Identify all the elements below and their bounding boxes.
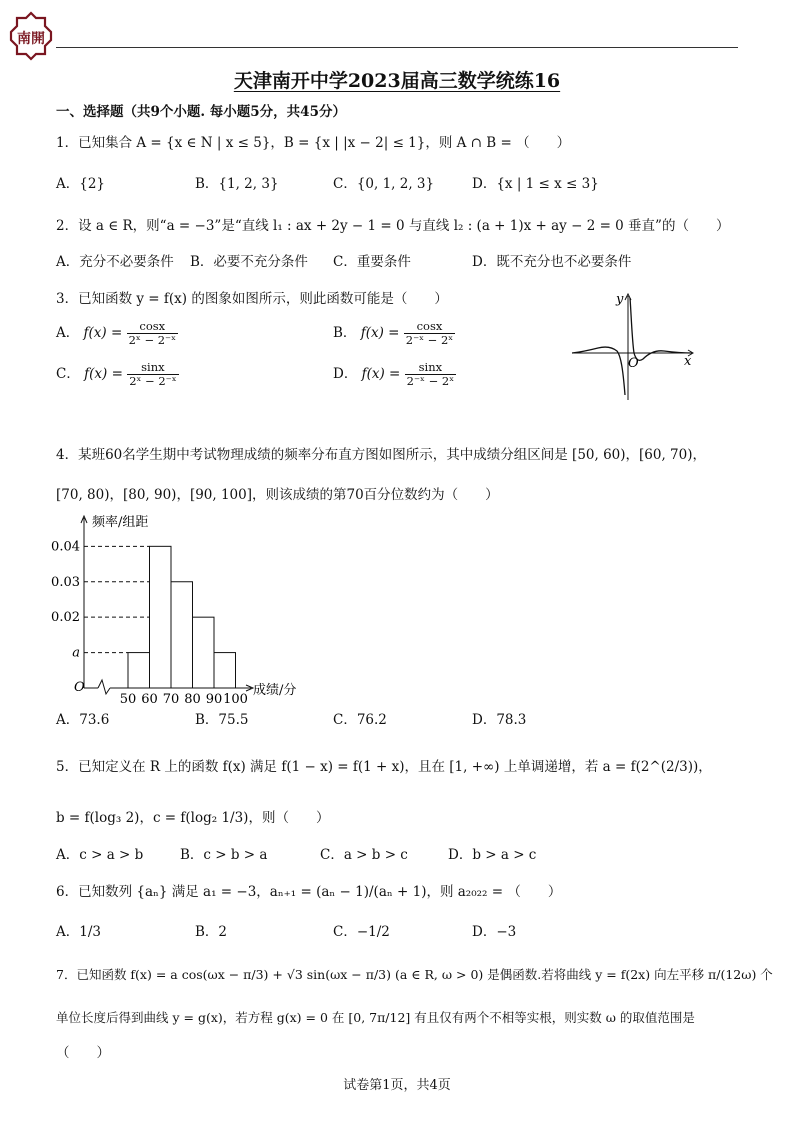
- q5-option-c: C．a > b > c: [320, 847, 408, 863]
- q5-option-a: A．c > a > b: [56, 847, 144, 863]
- histogram-y-tick: 0.03: [51, 574, 80, 590]
- frequency-histogram: [51, 508, 316, 707]
- histogram-ylabel: 频率/组距: [92, 515, 149, 530]
- q2-stem: 2．设 a ∈ R，则“a = −3”是“直线 l₁ : ax + 2y − 1 = 0 与直线 l₂ : (a + 1)x + ay − 2 = 0 垂直”的（ ）: [56, 218, 730, 234]
- q4-stem-line2: [70, 80)，[80, 90)，[90, 100]，则该成绩的第70百分位数约为（ ）: [56, 487, 499, 503]
- q1-option-c: C．{0, 1, 2, 3}: [333, 176, 435, 192]
- q5-stem-line1: 5．已知定义在 R 上的函数 f(x) 满足 f(1 − x) = f(1 + x)，且在 [1, +∞) 上单调递增，若 a = f(2^(2/3))，: [56, 759, 712, 775]
- graph-curve-left: [572, 347, 625, 395]
- histogram-x-tick: 60: [141, 692, 158, 707]
- q2-option-d: D．既不充分也不必要条件: [472, 254, 632, 270]
- histogram-origin: O: [74, 680, 85, 695]
- q6-option-c: C．−1/2: [333, 924, 390, 940]
- q3-stem: 3．已知函数 y = f(x) 的图象如图所示，则此函数可能是（ ）: [56, 291, 448, 307]
- histogram-bar: [128, 653, 150, 688]
- q2-option-b: B．必要不充分条件: [190, 254, 308, 270]
- page-title: 天津南开中学2023届高三数学统练16: [233, 70, 561, 92]
- histogram-y-tick: 0.02: [51, 610, 80, 626]
- q2-option-c: C．重要条件: [333, 254, 411, 270]
- histogram-x-tick: 80: [184, 692, 201, 707]
- header-rule: [56, 47, 738, 48]
- histogram-x-tick: 50: [119, 692, 137, 707]
- histogram-bar: [193, 617, 215, 688]
- axis-break-mark: [98, 680, 110, 694]
- q3-option-c: C． f(x) = $\frac{\sin x}{\text{2ˣ − 2⁻ˣ}}$: [56, 360, 177, 388]
- histogram-x-tick: 90: [205, 692, 223, 707]
- graph-y-label: y: [616, 292, 624, 307]
- histogram-bar: [150, 546, 172, 688]
- graph-x-label: x: [684, 354, 692, 369]
- q1-option-d: D．{x | 1 ≤ x ≤ 3}: [472, 176, 599, 192]
- q3-option-b: B． f(x) = $\frac{\cos x}{\text{2⁻ˣ − 2ˣ}}$: [333, 319, 454, 347]
- q5-stem-line2: b = f(log₃ 2)，c = f(log₂ 1/3)，则（ ）: [56, 810, 330, 826]
- q5-option-d: D．b > a > c: [448, 847, 537, 863]
- q1-stem: 1．已知集合 A = {x ∈ N | x ≤ 5}，B = {x | |x − 2| ≤ 1}，则 A ∩ B = （ ）: [56, 135, 571, 151]
- q6-option-d: D．−3: [472, 924, 517, 940]
- logo-text: 南開: [17, 31, 45, 47]
- q4-option-b: B．75.5: [195, 712, 249, 728]
- histogram-xlabel: 成绩/分: [253, 683, 297, 698]
- histogram-bar: [171, 582, 193, 688]
- q3-option-a: A． f(x) = $\frac{\cos x}{\text{2ˣ − 2⁻ˣ}}$: [56, 319, 176, 347]
- graph-curve-right: [630, 298, 692, 360]
- q1-option-b: B．{1, 2, 3}: [195, 176, 279, 192]
- q4-stem-line1: 4．某班60名学生期中考试物理成绩的频率分布直方图如图所示，其中成绩分组区间是 [50, 60)，[60, 70)，: [56, 447, 707, 463]
- q6-option-a: A．1/3: [56, 924, 101, 940]
- q5-option-b: B．c > b > a: [180, 847, 268, 863]
- histogram-bar: [214, 653, 236, 688]
- q6-option-b: B．2: [195, 924, 228, 940]
- q6-stem: 6．已知数列 {aₙ} 满足 a₁ = −3，aₙ₊₁ = (aₙ − 1)/(aₙ + 1)，则 a₂₀₂₂ = （ ）: [56, 884, 562, 900]
- q7-stem-line3: （ ）: [56, 1045, 110, 1061]
- q7-stem-line2: 单位长度后得到曲线 y = g(x)，若方程 g(x) = 0 在 [0, 7π/12] 有且仅有两个不相等实根，则实数 ω 的取值范围是: [56, 1010, 695, 1025]
- q3-option-d: D． f(x) = $\frac{\sin x}{\text{2⁻ˣ − 2ˣ}}$: [333, 360, 455, 388]
- q4-option-a: A．73.6: [56, 712, 110, 728]
- histogram-x-tick: 100: [223, 692, 248, 707]
- section-heading: 一、选择题（共9个小题. 每小题5分，共45分）: [56, 104, 346, 120]
- q7-stem-line1: 7．已知函数 f(x) = a cos(ωx − π/3) + √3 sin(ωx − π/3) (a ∈ R, ω > 0) 是偶函数.若将曲线 y = f(2x) 向左平移 π/(12ω) 个: [56, 967, 773, 982]
- page-footer: 试卷第1页，共4页: [343, 1078, 451, 1093]
- q1-option-a: A．{2}: [56, 176, 106, 192]
- histogram-y-tick: a: [72, 645, 80, 661]
- histogram-x-tick: 70: [162, 692, 180, 707]
- q2-option-a: A．充分不必要条件: [56, 254, 174, 270]
- q3-function-graph: [568, 290, 698, 402]
- q4-option-c: C．76.2: [333, 712, 387, 728]
- histogram-y-tick: 0.04: [51, 539, 80, 555]
- graph-origin: O: [628, 356, 639, 371]
- school-logo: [10, 12, 52, 60]
- q4-option-d: D．78.3: [472, 712, 527, 728]
